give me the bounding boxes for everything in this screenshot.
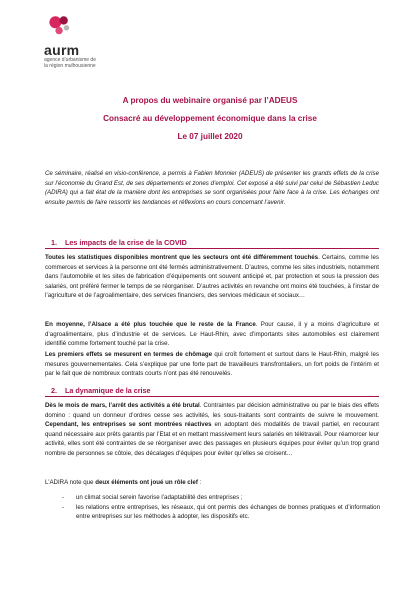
title-date: Le 07 juillet 2020 — [177, 132, 243, 141]
section-1-paragraph-1: Toutes les statistiques disponibles montrent que les secteurs ont été différemment touchés. Certains, comme les commerces et services à la personne ont été fermés administrativement. D’autres, comme les sites industriels, notamment dans l’automobile et les sites de fabrication d’équipements ont souvent anticipé et, par protection et sous la pression des salariés, ont préféré fermer le temps de se réorganiser. D’autres activités en revanche ont moins été touchées, à l’instar de l’agriculture et de l’agroalimentaire, des services financiers, des services médicaux et sociaux… — [45, 254, 379, 300]
section-1-title: Les impacts de la crise de la COVID — [65, 238, 187, 247]
list-item: - un climat social serein favorise l’adaptabilité des entreprises ; — [62, 494, 243, 501]
section-1-heading — [45, 238, 379, 249]
key-elements-list — [62, 493, 380, 522]
section-2-paragraph-2: L’ADIRA note que deux éléments ont joué un rôle clef : — [45, 479, 202, 486]
section-2-heading — [45, 386, 379, 397]
section-2-number: 2. — [51, 386, 57, 395]
title-theme: Consacré au développement économique dans la crise — [103, 114, 317, 123]
section-1-paragraph-3: Les premiers effets se mesurent en termes de chômage qui croît fortement et surtout dans le Haut-Rhin, malgré les mesures gouvernementales. Cela s’explique par une forte part de travailleurs transfrontaliers, un fort poids de l’intérim et par le fait que de nombreux contrats courts n’ont pas été renouvelés. — [45, 351, 379, 378]
section-1-paragraph-2: En moyenne, l’Alsace a été plus touchée que le reste de la France. Pour cause, il y a moins d’agriculture et d’agroalimentaire, plus d’industrie et de services. Le Haut-Rhin, avec d’importants sites automobiles est clairement identifié comme fortement touché par la crise. — [45, 321, 379, 348]
aurm-logo — [44, 14, 124, 69]
logo-tagline-2: la région mulhousienne — [44, 63, 96, 69]
section-1-number: 1. — [51, 238, 57, 247]
document-titles — [0, 96, 420, 150]
logo-tagline-1: agence d’urbanisme de — [44, 57, 96, 63]
intro-paragraph: Ce séminaire, réalisé en visio-conférence, a permis à Fabien Monnier (ADEUS) de présenter les grands effets de la crise sur l’économie du Grand Est, de ses départements et zones d’emploi. Cet exposé a été suivi par celui de Sébastien Leduc (ADIRA) qui a fait état de la manière dont les entreprises se sont organisées pour faire face à la crise. Les échanges ont ensuite permis de faire ressortir les tendances et réflexions en cours concernant l’avenir. — [45, 170, 379, 206]
section-2-paragraph-1: Dès le mois de mars, l’arrêt des activités a été brutal. Contraintes par décision administrative ou par le biais des effets domino : quand un donneur d’ordres cesse ses activités, les sous-traitants sont contraints de suivre le mouvement. Cependant, les entreprises se sont montrées réactives en adoptant des modalités de travail partiel, en recourant quand nécessaire aux prêts garantis par l’Etat et en mettant massivement leurs salariés en télétravail. Pour réamorcer leur activité, elles sont été contraintes de se réorganiser avec des passages en plusieurs équipes pour éviter qu’un trop grand nombre de personnes se côtoie, des décalages d’équipes pour éviter qu’elles se croisent… — [45, 402, 379, 457]
logo-wordmark: aurm — [44, 42, 80, 58]
title-webinaire: A propos du webinaire organisé par l’ADEUS — [122, 96, 298, 105]
section-2-title: La dynamique de la crise — [65, 386, 151, 395]
list-item: - les relations entre entreprises, les réseaux, qui ont permis des échanges de bonnes pratiques et d’information entre entreprises sur les méthodes à adopter, les dispositifs etc. — [62, 503, 380, 521]
logo-dots-icon — [48, 14, 72, 38]
